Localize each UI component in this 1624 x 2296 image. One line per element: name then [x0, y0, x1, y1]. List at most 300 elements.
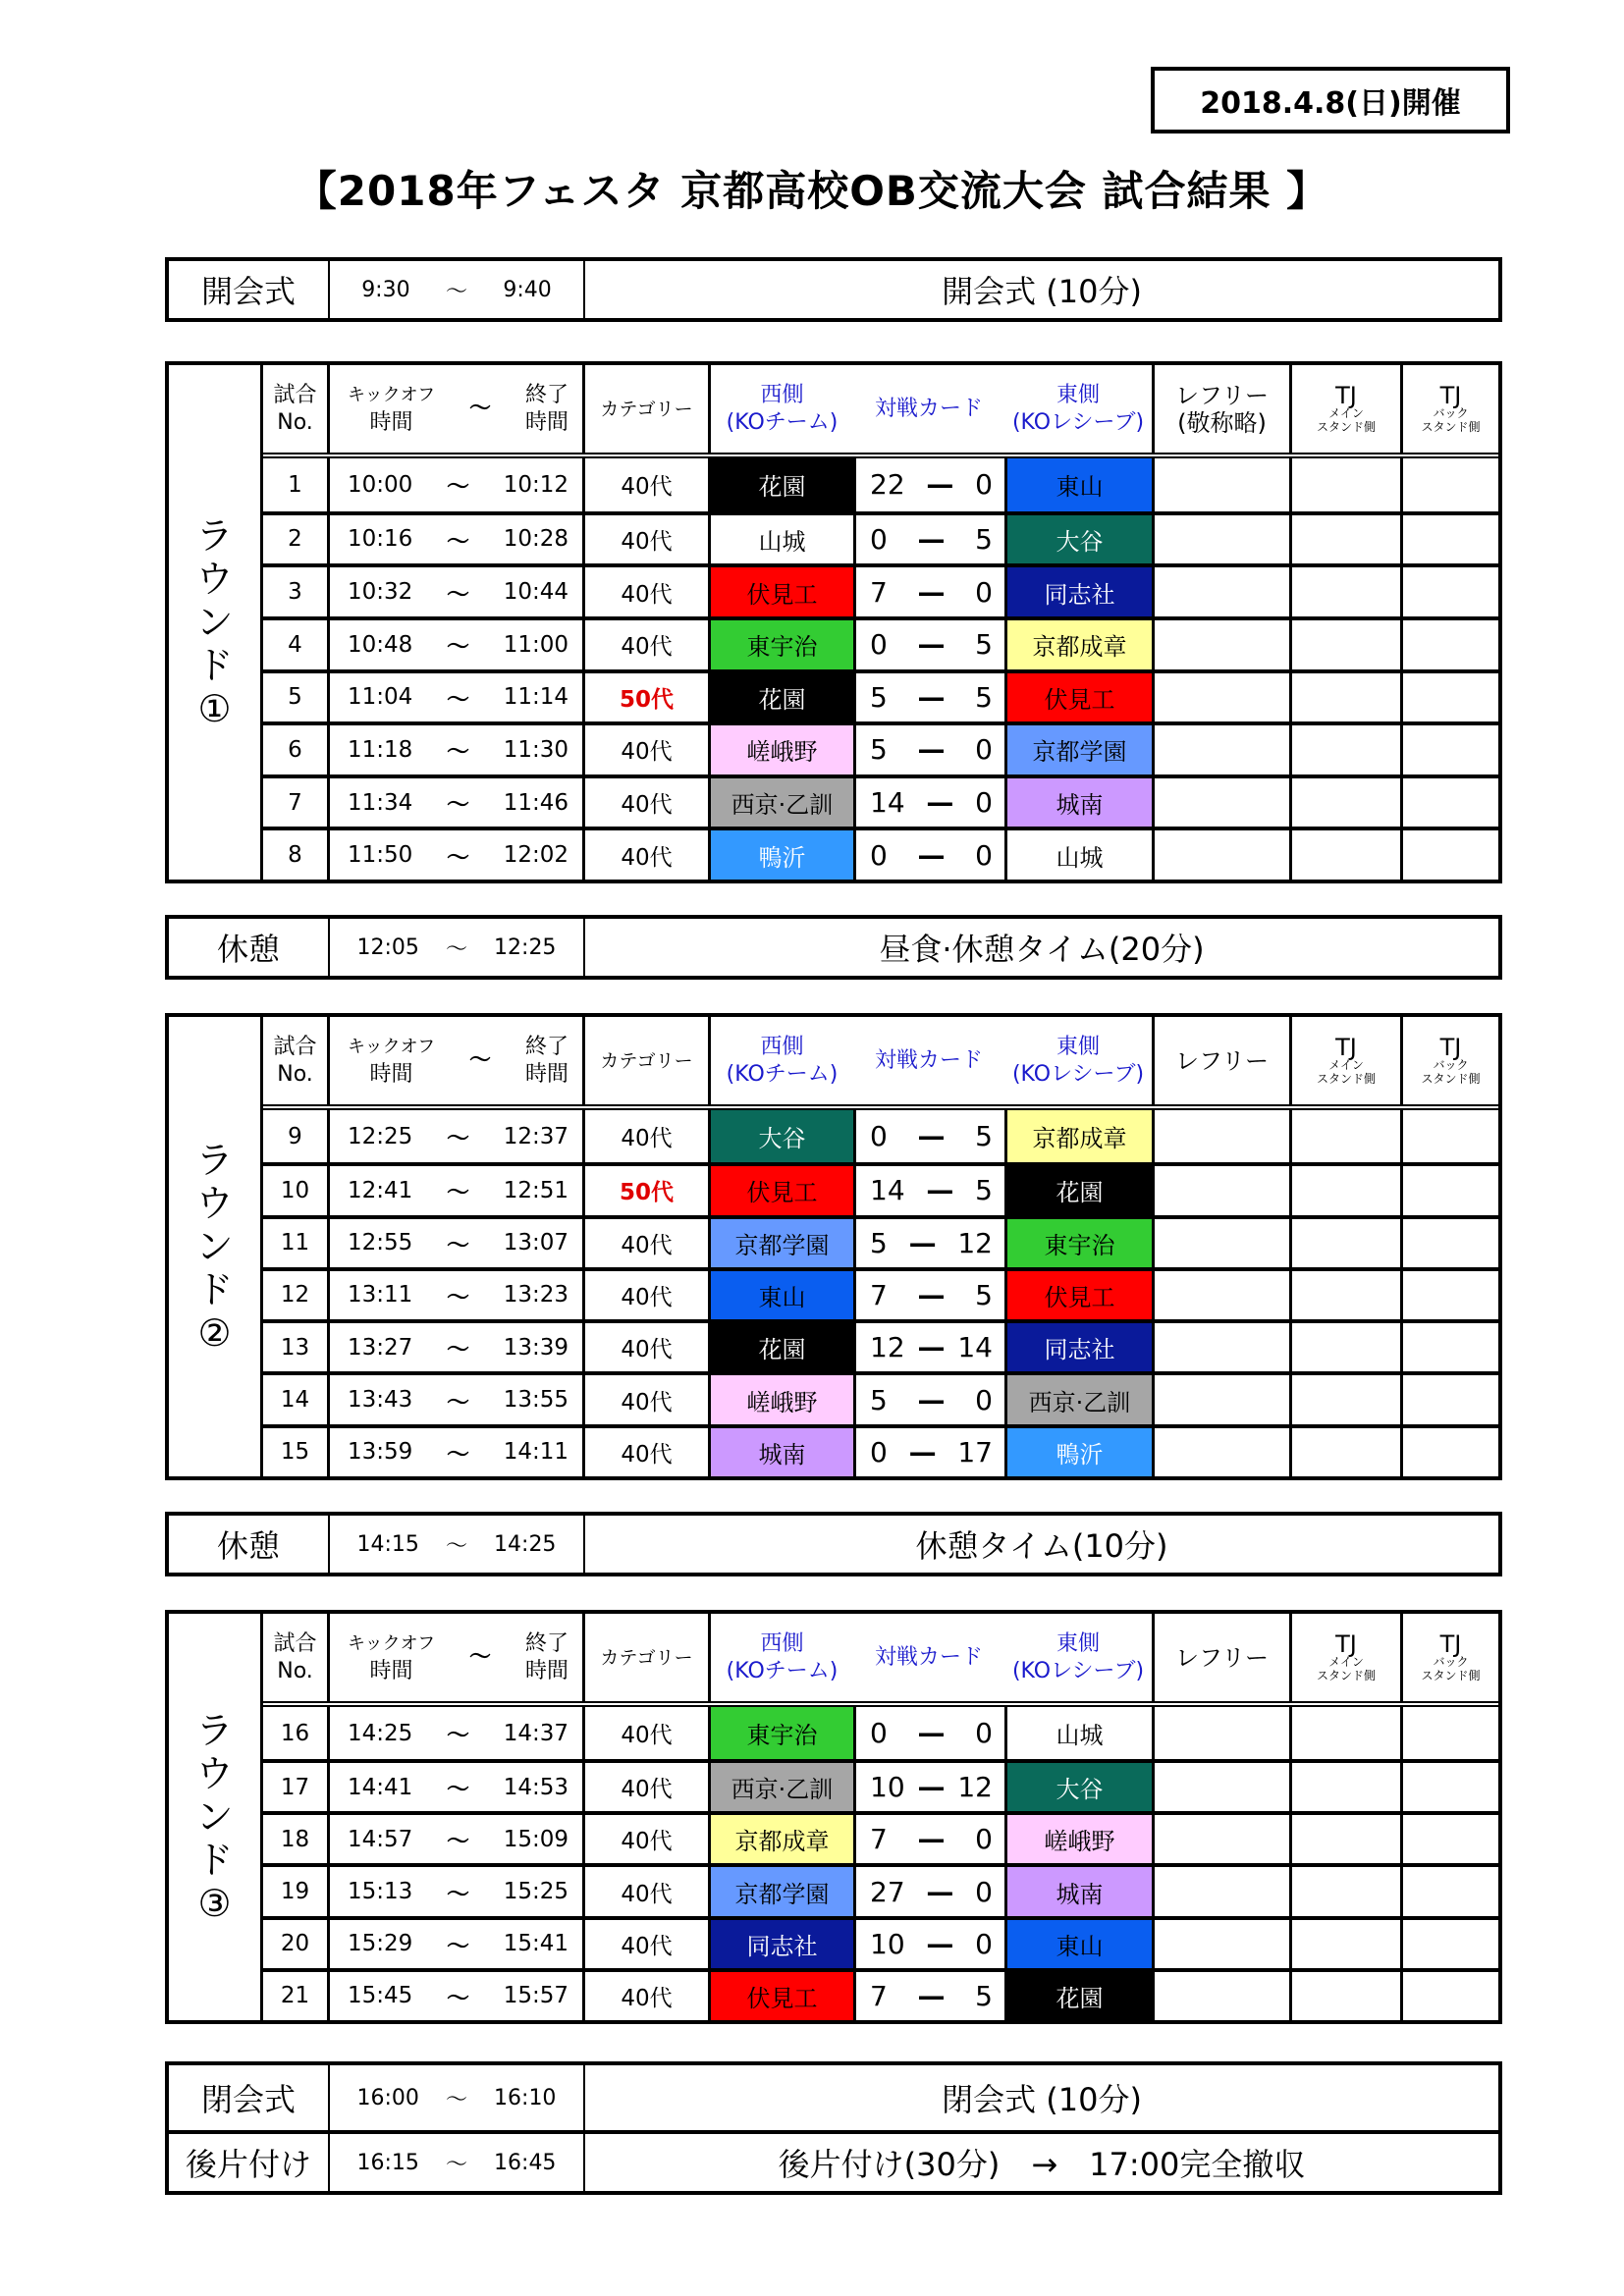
match-time	[327, 1375, 582, 1423]
referee-cell	[1152, 1920, 1289, 1968]
match-category: 40代	[582, 515, 708, 564]
tj-back-cell	[1400, 1375, 1498, 1423]
east-score: 0	[975, 575, 993, 609]
header-tj-back-sub1: バック	[1433, 1057, 1469, 1072]
match-end: 15:25	[503, 1879, 568, 1905]
header-east-line1: 東側	[1056, 382, 1100, 407]
match-end: 12:02	[503, 842, 568, 869]
match-no: 12	[280, 1282, 310, 1308]
header-end	[525, 1630, 568, 1685]
header-west-line1: 西側	[760, 1630, 804, 1656]
match-no: 15	[280, 1439, 310, 1466]
header-east	[1004, 1017, 1152, 1104]
match-end: 13:55	[503, 1387, 568, 1414]
match-time	[327, 830, 582, 880]
match-time	[327, 1867, 582, 1915]
match-category: 40代	[582, 1815, 708, 1863]
tj-back-cell	[1400, 1428, 1498, 1476]
match-tilde: ～	[447, 1441, 469, 1468]
header-referee-label: レフリー	[1174, 1046, 1270, 1075]
match-time	[327, 725, 582, 774]
match-score	[853, 1707, 1004, 1759]
header-tj-main-sub1: メイン	[1328, 1057, 1364, 1072]
tj-main-cell	[1289, 1271, 1400, 1319]
match-score	[853, 1920, 1004, 1968]
east-team: 東宇治	[1004, 1219, 1152, 1267]
west-team: 花園	[708, 1323, 853, 1371]
match-end: 11:46	[503, 789, 568, 816]
header-referee	[1152, 1614, 1289, 1701]
closing-time	[330, 2065, 585, 2130]
match-tilde: ～	[447, 1881, 469, 1907]
match-end: 11:30	[503, 736, 568, 763]
match-time	[327, 778, 582, 828]
round-label-char: ③	[197, 1882, 232, 1925]
west-score: 7	[870, 1979, 888, 2012]
match-tilde: ～	[447, 1829, 469, 1855]
opening-tilde: ～	[445, 279, 467, 304]
match-score	[853, 1815, 1004, 1863]
referee-cell	[1152, 1707, 1289, 1759]
east-team: 同志社	[1004, 567, 1152, 616]
match-row	[263, 721, 1498, 774]
match-score	[853, 1271, 1004, 1319]
header-kickoff-line2: 時間	[369, 409, 413, 435]
score-dash: —	[917, 628, 946, 662]
header-kickoff-line1: キックオフ	[348, 1632, 436, 1654]
east-team: 嵯峨野	[1004, 1815, 1152, 1863]
header-east	[1004, 1614, 1152, 1701]
east-team: 京都学園	[1004, 725, 1152, 774]
score-dash: —	[926, 1875, 954, 1908]
west-score: 22	[870, 468, 905, 502]
tj-main-cell	[1289, 778, 1400, 828]
score-dash: —	[917, 1771, 946, 1804]
match-time	[327, 1815, 582, 1863]
match-grid	[263, 365, 1498, 880]
west-score: 14	[870, 1174, 905, 1207]
match-score	[853, 1323, 1004, 1371]
header-match-no	[263, 1614, 327, 1701]
round-label	[169, 1017, 263, 1476]
header-tj-back-title: TJ	[1439, 1033, 1462, 1061]
closing-ceremony-row	[169, 2065, 1498, 2134]
east-team: 東山	[1004, 458, 1152, 511]
header-tj-main-title: TJ	[1335, 1033, 1357, 1061]
match-tilde: ～	[447, 1777, 469, 1803]
break-1-start: 12:05	[356, 934, 419, 960]
east-team: 東山	[1004, 1920, 1152, 1968]
break-2-label: 休憩	[169, 1516, 330, 1573]
west-score: 10	[870, 1927, 905, 1960]
header-match-no	[263, 1017, 327, 1104]
header-kickoff-line1: キックオフ	[348, 384, 436, 405]
match-time	[327, 1920, 582, 1968]
referee-cell	[1152, 673, 1289, 722]
match-tilde: ～	[447, 1933, 469, 1959]
match-start: 10:16	[348, 526, 413, 553]
header-match-card: 対戦カード	[874, 1047, 983, 1073]
match-tilde: ～	[447, 1337, 469, 1363]
opening-start: 9:30	[361, 277, 410, 302]
header-west-line2: (KOチーム)	[726, 1658, 839, 1683]
west-score: 7	[870, 1823, 888, 1856]
match-score	[853, 778, 1004, 828]
east-team: 城南	[1004, 1867, 1152, 1915]
tj-main-cell	[1289, 1428, 1400, 1476]
match-no: 19	[280, 1879, 310, 1905]
tj-back-cell	[1400, 458, 1498, 511]
east-score: 0	[975, 1927, 993, 1960]
match-no: 16	[280, 1720, 310, 1746]
header-west-line2: (KOチーム)	[726, 1061, 839, 1087]
round-label-char: ①	[197, 687, 232, 730]
east-team: 大谷	[1004, 1763, 1152, 1811]
match-category: 40代	[582, 1219, 708, 1267]
match-score	[853, 1219, 1004, 1267]
match-start: 14:25	[348, 1720, 413, 1746]
header-kickoff	[348, 382, 435, 437]
tj-back-cell	[1400, 1763, 1498, 1811]
west-team: 京都学園	[708, 1219, 853, 1267]
match-end: 13:23	[503, 1282, 568, 1308]
referee-cell	[1152, 830, 1289, 880]
referee-cell	[1152, 1110, 1289, 1162]
west-score: 0	[870, 628, 888, 662]
header-kickoff	[348, 1034, 435, 1089]
match-no: 10	[280, 1177, 310, 1203]
tj-main-cell	[1289, 673, 1400, 722]
east-team: 山城	[1004, 1707, 1152, 1759]
match-tilde: ～	[447, 474, 469, 501]
break-1-label: 休憩	[169, 919, 330, 976]
match-score	[853, 1867, 1004, 1915]
match-score	[853, 458, 1004, 511]
referee-cell	[1152, 725, 1289, 774]
match-end: 10:28	[503, 526, 568, 553]
referee-cell	[1152, 1166, 1289, 1214]
tj-back-cell	[1400, 778, 1498, 828]
match-category: 40代	[582, 1271, 708, 1319]
tj-back-cell	[1400, 1323, 1498, 1371]
match-row	[263, 616, 1498, 669]
match-score	[853, 725, 1004, 774]
tj-main-cell	[1289, 1920, 1400, 1968]
header-tj-back	[1400, 1614, 1498, 1701]
tj-main-cell	[1289, 1972, 1400, 2020]
header-west-line1: 西側	[760, 1034, 804, 1059]
west-team: 大谷	[708, 1110, 853, 1162]
round-label-char: ウ	[195, 558, 234, 601]
round-label	[169, 365, 263, 880]
match-no: 14	[280, 1387, 310, 1414]
match-start: 13:27	[348, 1334, 413, 1361]
header-no-line2: No.	[277, 1658, 313, 1683]
header-no-line1: 試合	[273, 1630, 317, 1656]
match-category: 40代	[582, 1375, 708, 1423]
score-dash: —	[917, 733, 946, 767]
match-score	[853, 1375, 1004, 1423]
header-end-line2: 時間	[524, 409, 568, 435]
match-category: 40代	[582, 725, 708, 774]
tj-back-cell	[1400, 1867, 1498, 1915]
score-dash: —	[917, 1383, 946, 1416]
header-time	[327, 365, 582, 453]
west-score: 5	[870, 680, 888, 714]
match-row	[263, 774, 1498, 828]
header-tj-main-title: TJ	[1335, 381, 1357, 409]
round-label-char: ラ	[195, 1709, 234, 1752]
tj-main-cell	[1289, 1219, 1400, 1267]
east-score: 5	[975, 1174, 993, 1207]
match-end: 15:09	[503, 1826, 568, 1852]
opening-ceremony-row	[165, 257, 1502, 322]
header-tj-back-sub1: バック	[1433, 1654, 1469, 1669]
match-start: 11:18	[348, 736, 413, 763]
score-dash: —	[917, 680, 946, 714]
match-score	[853, 1166, 1004, 1214]
referee-cell	[1152, 1323, 1289, 1371]
header-west-line2: (KOチーム)	[726, 409, 839, 435]
match-no: 2	[288, 526, 302, 553]
header-east-line2: (KOレシーブ)	[1011, 1658, 1145, 1683]
header-match-card: 対戦カード	[874, 396, 983, 421]
score-dash: —	[926, 1927, 954, 1960]
match-time	[327, 1166, 582, 1214]
east-score: 5	[975, 1278, 993, 1311]
match-time	[327, 1271, 582, 1319]
east-score: 14	[957, 1331, 993, 1364]
referee-cell	[1152, 620, 1289, 669]
match-time	[327, 620, 582, 669]
header-tj-back-title: TJ	[1439, 1629, 1462, 1658]
header-west	[708, 365, 853, 453]
break-2-end: 14:25	[494, 1531, 557, 1557]
match-tilde: ～	[447, 686, 469, 713]
match-no: 3	[288, 579, 302, 606]
match-time	[327, 1219, 582, 1267]
break-1-desc: 昼食·休憩タイム(20分)	[879, 931, 1205, 968]
header-tj-main-sub2: スタンド側	[1316, 1071, 1376, 1086]
match-row	[263, 563, 1498, 616]
match-time	[327, 1763, 582, 1811]
east-score: 0	[975, 1717, 993, 1750]
match-start: 15:13	[348, 1879, 413, 1905]
header-tj-main	[1289, 1017, 1400, 1104]
match-start: 10:48	[348, 631, 413, 658]
west-team: 京都成章	[708, 1815, 853, 1863]
tj-back-cell	[1400, 567, 1498, 616]
referee-cell	[1152, 1375, 1289, 1423]
match-tilde: ～	[447, 1232, 469, 1258]
west-team: 花園	[708, 673, 853, 722]
header-end-line1: 終了	[524, 1034, 568, 1059]
header-category: カテゴリー	[582, 1614, 708, 1701]
match-start: 13:59	[348, 1439, 413, 1466]
match-score	[853, 567, 1004, 616]
east-score: 0	[975, 786, 993, 820]
match-time	[327, 458, 582, 511]
header-tj-back-sub2: スタンド側	[1421, 1668, 1481, 1682]
west-score: 7	[870, 575, 888, 609]
west-score: 0	[870, 838, 888, 872]
east-team: 京都成章	[1004, 1110, 1152, 1162]
west-team: 城南	[708, 1428, 853, 1476]
match-time	[327, 1323, 582, 1371]
match-row	[263, 1267, 1498, 1319]
match-end: 13:07	[503, 1230, 568, 1256]
match-category: 50代	[582, 673, 708, 722]
tj-main-cell	[1289, 1763, 1400, 1811]
east-score: 5	[975, 1120, 993, 1153]
match-time	[327, 515, 582, 564]
tj-main-cell	[1289, 567, 1400, 616]
header-kickoff-line2: 時間	[369, 1061, 413, 1087]
header-tj-main-sub1: メイン	[1328, 1654, 1364, 1669]
west-score: 7	[870, 1278, 888, 1311]
header-tj-back	[1400, 1017, 1498, 1104]
header-category: カテゴリー	[582, 365, 708, 453]
closing-label: 閉会式	[169, 2065, 330, 2130]
header-tilde: ～	[469, 396, 492, 421]
tj-back-cell	[1400, 515, 1498, 564]
header-no-line2: No.	[277, 1061, 313, 1087]
header-tj-main-sub2: スタンド側	[1316, 1668, 1376, 1682]
match-no: 21	[280, 1983, 310, 2009]
header-end-line2: 時間	[524, 1061, 568, 1087]
match-no: 5	[288, 684, 302, 711]
tj-main-cell	[1289, 515, 1400, 564]
tj-main-cell	[1289, 620, 1400, 669]
tj-back-cell	[1400, 1707, 1498, 1759]
west-team: 同志社	[708, 1920, 853, 1968]
header-west-line1: 西側	[760, 382, 804, 407]
closing-tilde: ～	[445, 2087, 467, 2112]
round-label-char: ウ	[195, 1182, 234, 1225]
header-kickoff	[348, 1630, 435, 1685]
header-east-line1: 東側	[1056, 1630, 1100, 1656]
break-1-tilde: ～	[445, 936, 467, 962]
match-time	[327, 1707, 582, 1759]
match-no: 9	[288, 1123, 302, 1149]
match-score	[853, 830, 1004, 880]
west-team: 伏見工	[708, 1972, 853, 2020]
tj-main-cell	[1289, 458, 1400, 511]
match-category: 40代	[582, 830, 708, 880]
match-end: 10:44	[503, 579, 568, 606]
closing-block	[165, 2061, 1502, 2195]
match-end: 14:37	[503, 1720, 568, 1746]
match-row	[263, 1916, 1498, 1968]
match-category: 40代	[582, 1972, 708, 2020]
east-team: 山城	[1004, 830, 1152, 880]
west-team: 京都学園	[708, 1867, 853, 1915]
match-tilde: ～	[447, 1723, 469, 1749]
header-tj-back	[1400, 365, 1498, 453]
header-tj-main	[1289, 1614, 1400, 1701]
match-no: 8	[288, 842, 302, 869]
score-dash: —	[917, 1823, 946, 1856]
west-score: 0	[870, 522, 888, 556]
match-category: 40代	[582, 1110, 708, 1162]
referee-cell	[1152, 515, 1289, 564]
east-score: 17	[957, 1435, 993, 1468]
tj-main-cell	[1289, 1323, 1400, 1371]
tj-back-cell	[1400, 725, 1498, 774]
tj-main-cell	[1289, 1815, 1400, 1863]
score-dash: —	[926, 468, 954, 502]
match-start: 10:00	[348, 471, 413, 498]
match-row	[263, 827, 1498, 880]
header-end-line1: 終了	[524, 1630, 568, 1656]
east-score: 0	[975, 733, 993, 767]
opening-label: 開会式	[169, 261, 330, 318]
match-row	[263, 1371, 1498, 1423]
match-category: 40代	[582, 620, 708, 669]
header-time	[327, 1017, 582, 1104]
match-row	[263, 1215, 1498, 1267]
match-category: 40代	[582, 1867, 708, 1915]
west-team: 鴨沂	[708, 830, 853, 880]
opening-time	[330, 261, 585, 318]
break-1-end: 12:25	[494, 934, 557, 960]
match-row	[263, 669, 1498, 722]
header-kickoff-line2: 時間	[369, 1658, 413, 1683]
match-no: 18	[280, 1826, 310, 1852]
east-team: 城南	[1004, 778, 1152, 828]
header-end	[525, 382, 568, 437]
referee-cell	[1152, 1219, 1289, 1267]
cleanup-label: 後片付け	[169, 2134, 330, 2191]
match-row	[263, 1110, 1498, 1162]
cleanup-tilde: ～	[445, 2152, 467, 2177]
match-row	[263, 1759, 1498, 1811]
match-category: 40代	[582, 1428, 708, 1476]
west-team: 伏見工	[708, 1166, 853, 1214]
west-score: 5	[870, 1226, 888, 1259]
tj-main-cell	[1289, 1110, 1400, 1162]
cleanup-start: 16:15	[356, 2150, 419, 2175]
match-grid	[263, 1017, 1498, 1476]
header-no-line2: No.	[277, 409, 313, 435]
header-west	[708, 1614, 853, 1701]
header-east-line2: (KOレシーブ)	[1011, 409, 1145, 435]
match-category: 50代	[582, 1166, 708, 1214]
east-team: 同志社	[1004, 1323, 1152, 1371]
referee-cell	[1152, 1271, 1289, 1319]
score-dash: —	[917, 1979, 946, 2012]
match-end: 15:41	[503, 1931, 568, 1957]
header-tj-main-sub1: メイン	[1328, 405, 1364, 420]
match-no: 11	[280, 1230, 310, 1256]
match-tilde: ～	[447, 1284, 469, 1310]
round-label-char: ド	[195, 1839, 234, 1882]
match-tilde: ～	[447, 1126, 469, 1152]
match-time	[327, 1972, 582, 2020]
match-no: 1	[288, 471, 302, 498]
header-east	[1004, 365, 1152, 453]
match-no: 17	[280, 1774, 310, 1800]
match-start: 12:41	[348, 1177, 413, 1203]
header-tj-main-sub2: スタンド側	[1316, 419, 1376, 434]
match-no: 6	[288, 736, 302, 763]
event-date: 2018.4.8(日)開催	[1200, 86, 1461, 121]
east-score: 5	[975, 628, 993, 662]
east-team: 伏見工	[1004, 1271, 1152, 1319]
header-referee	[1152, 365, 1289, 453]
referee-cell	[1152, 1972, 1289, 2020]
match-tilde: ～	[447, 844, 469, 871]
